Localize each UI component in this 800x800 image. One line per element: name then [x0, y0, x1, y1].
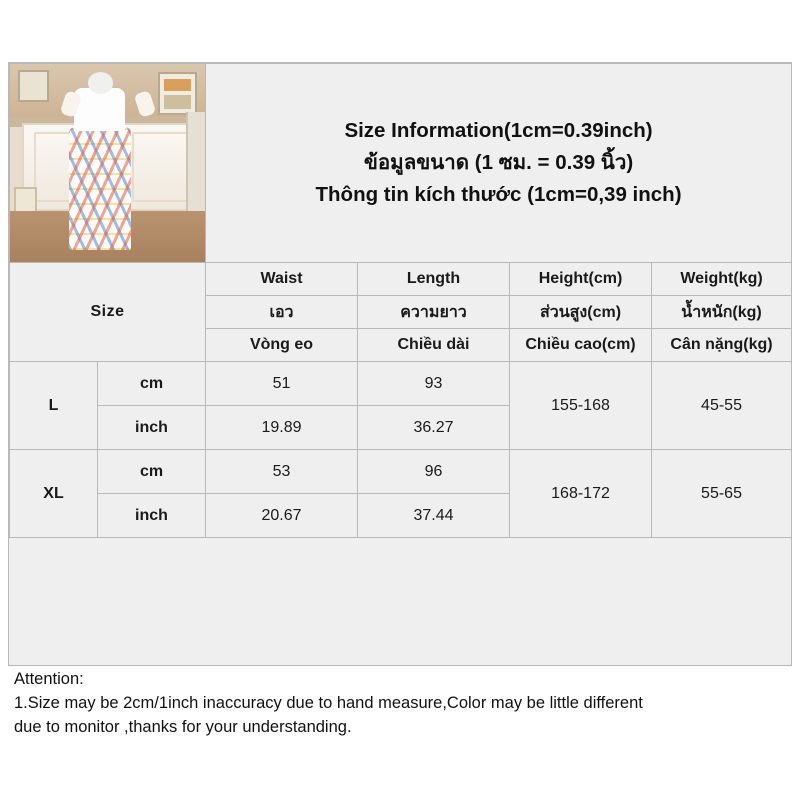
top-margin — [0, 0, 800, 62]
size-chart-container — [8, 62, 792, 666]
header-length-th: ความยาว — [358, 296, 510, 329]
row-size-l: L — [10, 362, 98, 450]
photo-model-top — [74, 88, 125, 132]
header-waist-en: Waist — [206, 263, 358, 296]
header-height-en: Height(cm) — [510, 263, 652, 296]
photo-poster-left — [18, 70, 49, 102]
header-height-th: ส่วนสูง(cm) — [510, 296, 652, 329]
row-l-waist-cm: 51 — [206, 362, 358, 406]
header-height-vi: Chiều cao(cm) — [510, 329, 652, 362]
title-line-th: ข้อมูลขนาด (1 ซม. = 0.39 นิ้ว) — [363, 151, 634, 175]
row-l-waist-inch: 19.89 — [206, 406, 358, 450]
size-column-header: Size — [10, 263, 206, 362]
attention-line-1b: due to monitor ,thanks for your understanding. — [14, 717, 352, 736]
photo-model-head — [88, 72, 113, 94]
row-l-unit-inch: inch — [98, 406, 206, 450]
photo-poster-right — [158, 72, 197, 116]
table-row — [10, 450, 792, 494]
row-l-height: 155-168 — [510, 362, 652, 450]
row-xl-length-cm: 96 — [358, 450, 510, 494]
row-l-length-inch: 36.27 — [358, 406, 510, 450]
title-line-en: Size Information(1cm=0.39inch) — [344, 119, 653, 143]
photo-fridge — [186, 112, 206, 223]
header-waist-vi: Vòng eo — [206, 329, 358, 362]
header-length-en: Length — [358, 263, 510, 296]
header-weight-vi: Cân nặng(kg) — [652, 329, 792, 362]
header-weight-en: Weight(kg) — [652, 263, 792, 296]
row-xl-height: 168-172 — [510, 450, 652, 538]
row-xl-waist-inch: 20.67 — [206, 494, 358, 538]
table-row-column-headers-en — [10, 263, 792, 296]
row-xl-unit-cm: cm — [98, 450, 206, 494]
row-l-weight: 45-55 — [652, 362, 792, 450]
size-table — [9, 63, 792, 538]
size-information-title — [206, 64, 792, 263]
header-length-vi: Chiều dài — [358, 329, 510, 362]
row-l-unit-cm: cm — [98, 362, 206, 406]
bottom-margin — [0, 736, 800, 800]
header-waist-th: เอว — [206, 296, 358, 329]
row-size-xl: XL — [10, 450, 98, 538]
row-xl-weight: 55-65 — [652, 450, 792, 538]
product-photo-image — [10, 64, 205, 262]
table-row — [10, 362, 792, 406]
row-l-length-cm: 93 — [358, 362, 510, 406]
photo-floral-pants — [69, 127, 131, 250]
row-xl-length-inch: 37.44 — [358, 494, 510, 538]
row-xl-unit-inch: inch — [98, 494, 206, 538]
title-line-vi: Thông tin kích thước (1cm=0,39 inch) — [315, 182, 682, 206]
attention-line-1: 1.Size may be 2cm/1inch inaccuracy due to hand measure,Color may be little different — [14, 693, 643, 712]
header-weight-th: น้ำหนัก(kg) — [652, 296, 792, 329]
attention-heading: Attention: — [14, 670, 84, 688]
row-xl-waist-cm: 53 — [206, 450, 358, 494]
product-photo — [10, 64, 206, 263]
table-row-header-banner — [10, 64, 792, 263]
